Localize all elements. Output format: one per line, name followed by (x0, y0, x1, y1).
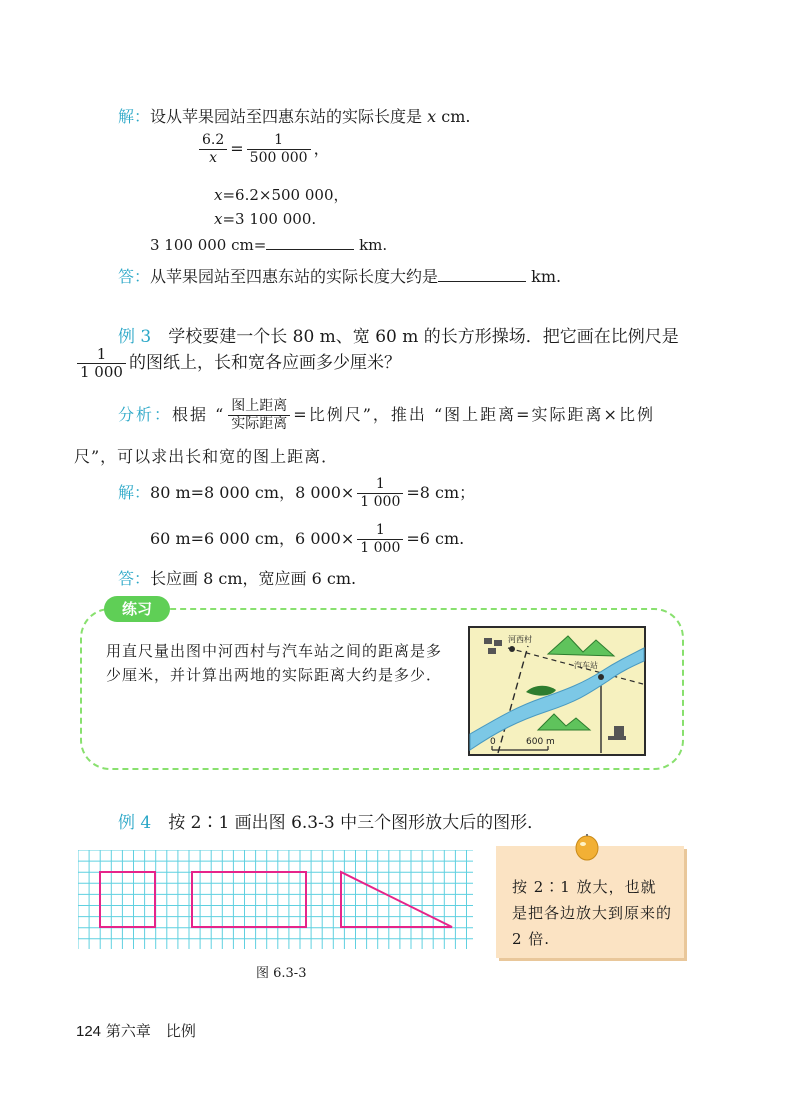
example4-line: 例 4 按 2∶1 画出图 6.3-3 中三个图形放大后的图形． (118, 813, 545, 833)
example3-line1: 例 3 学校要建一个长 80 m、宽 60 m 的长方形操场．把它画在比例尺是 (118, 327, 679, 347)
example-label: 例 4 (118, 813, 152, 833)
exercise-line1: 用直尺量出图中河西村与汽车站之间的距离是多 (106, 642, 443, 660)
solution3-line2: 60 m=6 000 cm，6 000× $\frac{1}{1 000}$ =6 cm. (150, 522, 465, 556)
analysis-fraction: $\frac{\text{图上距离}}{\text{实际距离}}$ (228, 398, 290, 433)
solution1-line (118, 104, 470, 127)
answer1-line: 答：从苹果园站至四惠东站的实际长度大约是 km. (118, 267, 562, 286)
fraction: $\frac{1}{500 000}$ (247, 132, 311, 167)
map-scale-zero: 0 (490, 737, 496, 747)
unit: cm. (441, 107, 471, 126)
example-label: 例 3 (118, 327, 152, 347)
grid-figure (78, 850, 474, 950)
equation-1: $\frac{6.2}{x}$ = $\frac{1}{500 000}$ ， (196, 132, 330, 167)
fraction: $\frac{1}{1 000}$ (357, 476, 403, 511)
exercise-line2: 少厘米，并计算出两地的实际距离大约是多少． (106, 666, 443, 684)
scale-fraction: $\frac{1}{1 000}$ (77, 346, 126, 381)
tip-note (496, 846, 684, 958)
grid-lines (78, 850, 473, 949)
fraction: $\frac{1}{1 000}$ (357, 522, 403, 557)
page-footer (76, 1020, 196, 1041)
square-shape (100, 872, 155, 927)
answer3-line: 答：长应画 8 cm，宽应画 6 cm. (118, 569, 357, 588)
map-village-label: 河西村 (508, 635, 532, 644)
conversion-line: 3 100 000 cm= km. (150, 236, 388, 254)
map-station-label: 汽车站 (574, 661, 598, 670)
exercise-tab: 练习 (104, 596, 170, 622)
solution3-line1: 解：80 m=8 000 cm，8 000× $\frac{1}{1 000}$ =8 cm； (118, 476, 476, 510)
analysis-line1: 分析：根据 “ $\frac{\text{图上距离}}{\text{实际距离}}$ =比例尺”，推出 “图上距离=实际距离×比例 (118, 398, 655, 432)
fraction: $\frac{6.2}{x}$ (199, 132, 227, 167)
solution-label: 解： (118, 107, 151, 126)
map-scale-length: 600 m (526, 737, 555, 747)
example3-line2: $\frac{1}{1 000}$ 的图纸上，长和宽各应画多少厘米？ (74, 346, 401, 381)
answer-blank[interactable] (438, 281, 526, 282)
exercise-map (468, 626, 646, 756)
equation-2: x=6.2×500 000， (214, 186, 349, 204)
page-number: 124 (76, 1023, 102, 1040)
chapter-title: 第六章 比例 (105, 1022, 196, 1040)
tip-text: 按 2∶1 放大，也就是把各边放大到原来的 2 倍. (512, 878, 673, 948)
pin-icon (574, 834, 600, 864)
answer-blank[interactable] (266, 249, 354, 250)
solution-intro: 设从苹果园站至四惠东站的实际长度是 (150, 107, 423, 126)
analysis-line2: 尺”，可以求出长和宽的图上距离． (74, 447, 339, 466)
equation-3: x=3 100 000. (214, 210, 317, 228)
triangle-shape (341, 872, 452, 927)
variable-x: x (427, 107, 437, 126)
figure-caption: 图 6.3-3 (256, 966, 307, 981)
